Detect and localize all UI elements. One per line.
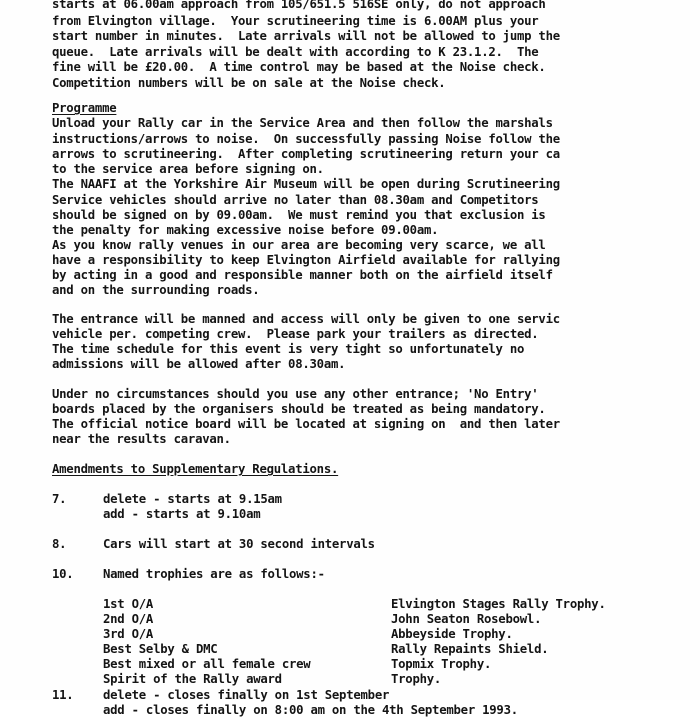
programme-line: have a responsibility to keep Elvington Airfield available for rallying (52, 253, 560, 267)
trophy-name: Trophy. (391, 672, 442, 686)
trophy-award: Best Selby & DMC (103, 642, 218, 656)
amendment-item-11-cont (0, 703, 700, 717)
trophy-name: Abbeyside Trophy. (391, 627, 513, 641)
trophy-award: 3rd O/A (103, 627, 154, 641)
programme-line: The NAAFI at the Yorkshire Air Museum will be open during Scrutineering (52, 177, 560, 191)
item-number: 7. (52, 492, 67, 506)
intro-line: start number in minutes. Late arrivals will not be allowed to jump the (52, 29, 560, 43)
amendment-item-7-cont (0, 507, 700, 521)
item-text: delete - starts at 9.15am (103, 492, 282, 506)
item-text: delete - closes finally on 1st September (103, 688, 390, 702)
entrance-line: The time schedule for this event is very tight so unfortunately no (52, 342, 525, 356)
entrance-line: admissions will be allowed after 08.30am. (52, 357, 346, 371)
programme-line: Unload your Rally car in the Service Area and then follow the marshals (52, 116, 553, 130)
entrance-line: The entrance will be manned and access will only be given to one servic (52, 312, 560, 326)
trophy-row (0, 672, 700, 686)
programme-line: to the service area before signing on. (52, 162, 324, 176)
programme-line: by acting in a good and responsible manner both on the airfield itself (52, 268, 553, 282)
programme-line: instructions/arrows to noise. On successfully passing Noise follow the (52, 132, 560, 146)
circumstances-line: The official notice board will be located at signing on and then later (52, 417, 560, 431)
item-text: Named trophies are as follows:- (103, 567, 325, 581)
item-number: 11. (52, 688, 74, 702)
programme-line: Service vehicles should arrive no later than 08.30am and Competitors (52, 193, 539, 207)
trophy-row (0, 597, 700, 611)
intro-line: fine will be £20.00. A time control may be based at the Noise check. (52, 60, 546, 74)
trophy-row (0, 642, 700, 656)
amendment-item-11 (0, 688, 700, 702)
trophy-name: Rally Repaints Shield. (391, 642, 549, 656)
trophy-award: Best mixed or all female crew (103, 657, 311, 671)
trophy-row (0, 627, 700, 641)
amendment-item-10 (0, 567, 700, 581)
programme-line: the penalty for making excessive noise before 09.00am. (52, 223, 439, 237)
intro-line: from Elvington village. Your scrutineering time is 6.00AM plus your (52, 14, 539, 28)
programme-line: arrows to scrutineering. After completing scrutineering return your ca (52, 147, 560, 161)
circumstances-line: Under no circumstances should you use any other entrance; 'No Entry' (52, 387, 539, 401)
programme-heading: Programme (52, 101, 117, 115)
trophy-award: 1st O/A (103, 597, 154, 611)
item-text: add - closes finally on 8:00 am on the 4th September 1993. (103, 703, 518, 717)
amendment-item-8 (0, 537, 700, 551)
trophy-name: Topmix Trophy. (391, 657, 492, 671)
intro-line: Competition numbers will be on sale at the Noise check. (52, 76, 446, 90)
circumstances-line: boards placed by the organisers should be treated as being mandatory. (52, 402, 546, 416)
trophy-award: Spirit of the Rally award (103, 672, 282, 686)
programme-line: and on the surrounding roads. (52, 283, 260, 297)
trophy-name: Elvington Stages Rally Trophy. (391, 597, 606, 611)
entrance-line: vehicle per. competing crew. Please park your trailers as directed. (52, 327, 539, 341)
item-number: 8. (52, 537, 67, 551)
intro-line: starts at 06.00am approach from 105/651.5 516SE only, do not approach (52, 0, 546, 11)
circumstances-line: near the results caravan. (52, 432, 231, 446)
trophy-name: John Seaton Rosebowl. (391, 612, 542, 626)
intro-line: queue. Late arrivals will be dealt with according to K 23.1.2. The (52, 45, 539, 59)
programme-line: As you know rally venues in our area are becoming very scarce, we all (52, 238, 546, 252)
trophy-award: 2nd O/A (103, 612, 154, 626)
amendment-item-7 (0, 492, 700, 506)
item-text: add - starts at 9.10am (103, 507, 261, 521)
item-text: Cars will start at 30 second intervals (103, 537, 375, 551)
trophy-row (0, 657, 700, 671)
amendments-heading: Amendments to Supplementary Regulations. (52, 462, 339, 476)
trophy-row (0, 612, 700, 626)
item-number: 10. (52, 567, 74, 581)
programme-line: should be signed on by 09.00am. We must remind you that exclusion is (52, 208, 546, 222)
